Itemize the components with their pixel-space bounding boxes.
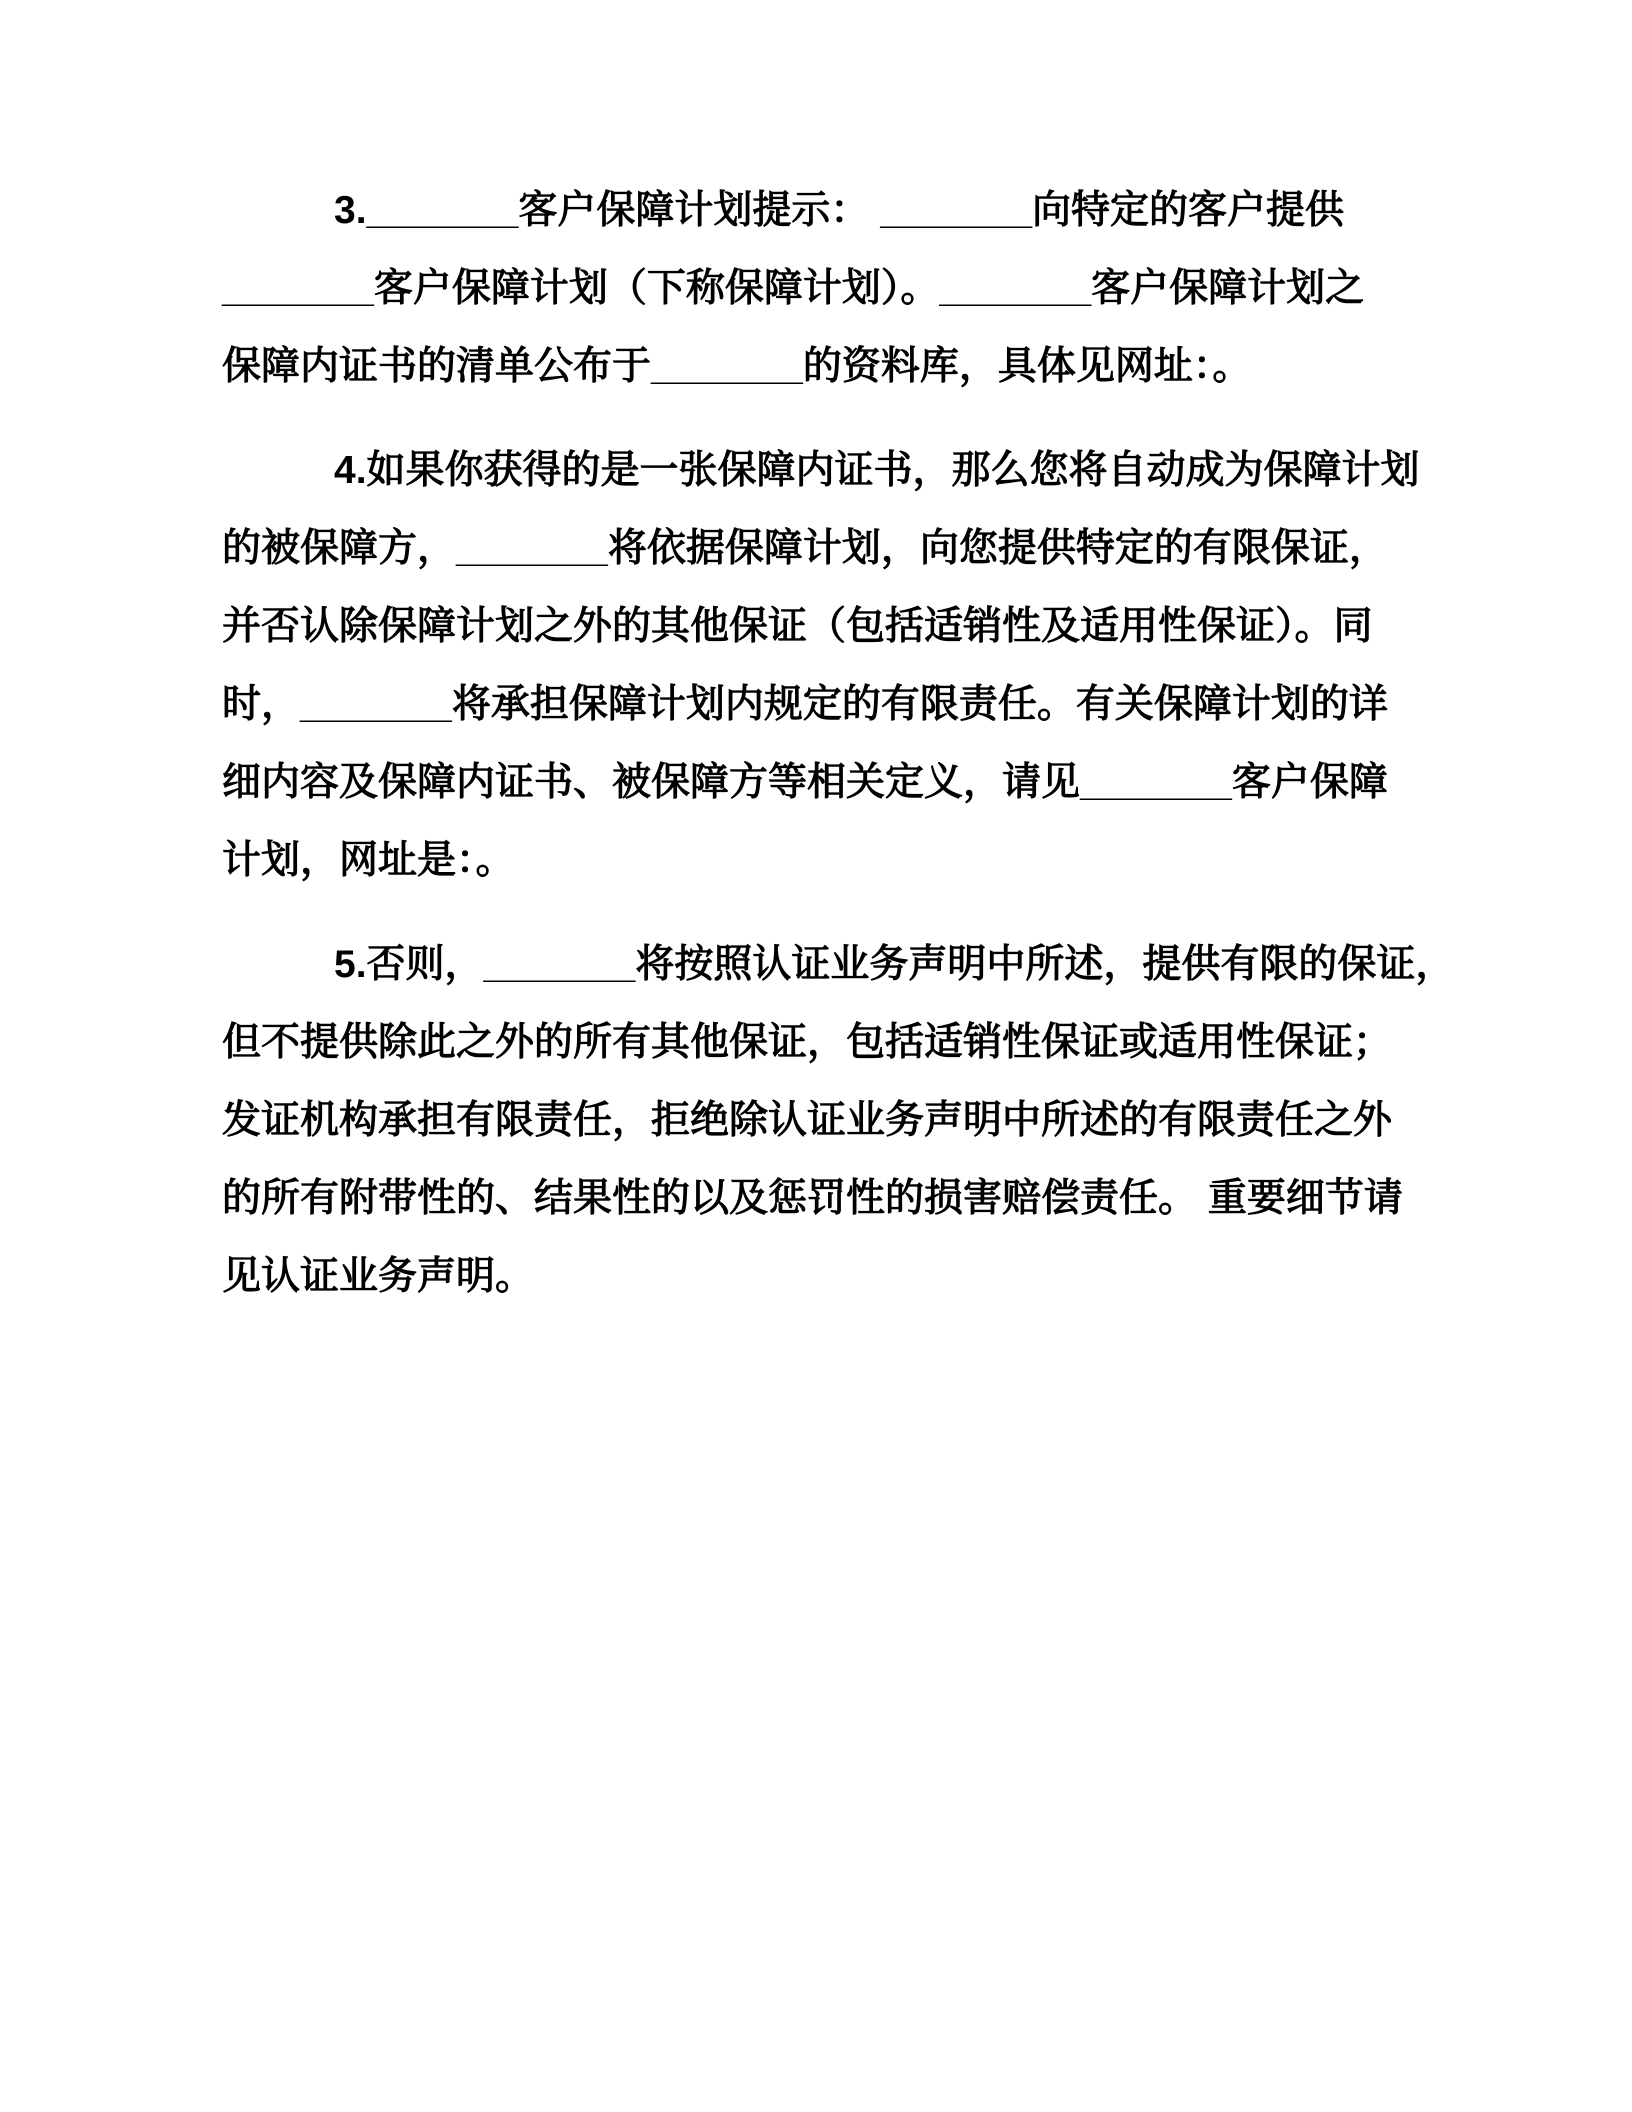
text-line: 时，_______将承担保障计划内规定的有限责任。有关保障计划的详 [222,683,1388,726]
text-line: 并否认除保障计划之外的其他保证（包括适销性及适用性保证）。同 [222,605,1373,648]
text-line: 保障内证书的清单公布于_______的资料库，具体见网址：。 [222,345,1252,388]
text-line: 计划，网址是：。 [222,839,515,882]
text-line: 见认证业务声明。 [222,1255,535,1298]
text-line: 4.如果你获得的是一张保障内证书，那么您将自动成为保障计划 [334,449,1420,492]
text-line: 发证机构承担有限责任，拒绝除认证业务声明中所述的有限责任之外 [222,1099,1393,1142]
text-line: 5.否则，_______将按照认证业务声明中所述，提供有限的保证， [334,943,1455,986]
paragraph-3 [222,172,1412,406]
document-body [222,172,1455,1316]
paragraph-4 [222,432,1420,900]
text-line: 细内容及保障内证书、被保障方等相关定义，请见_______客户保障 [222,761,1388,804]
text-line: _______客户保障计划（下称保障计划）。_______客户保障计划之 [222,267,1365,310]
text-line: 的被保障方，_______将依据保障计划，向您提供特定的有限保证， [222,527,1388,570]
text-line: 但不提供除此之外的所有其他保证，包括适销性保证或适用性保证； [222,1021,1393,1064]
text-line: 3._______客户保障计划提示： _______向特定的客户提供 [334,189,1345,232]
paragraph-5 [222,926,1455,1316]
text-line: 的所有附带性的、结果性的以及惩罚性的损害赔偿责任。 重要细节请 [222,1177,1403,1220]
